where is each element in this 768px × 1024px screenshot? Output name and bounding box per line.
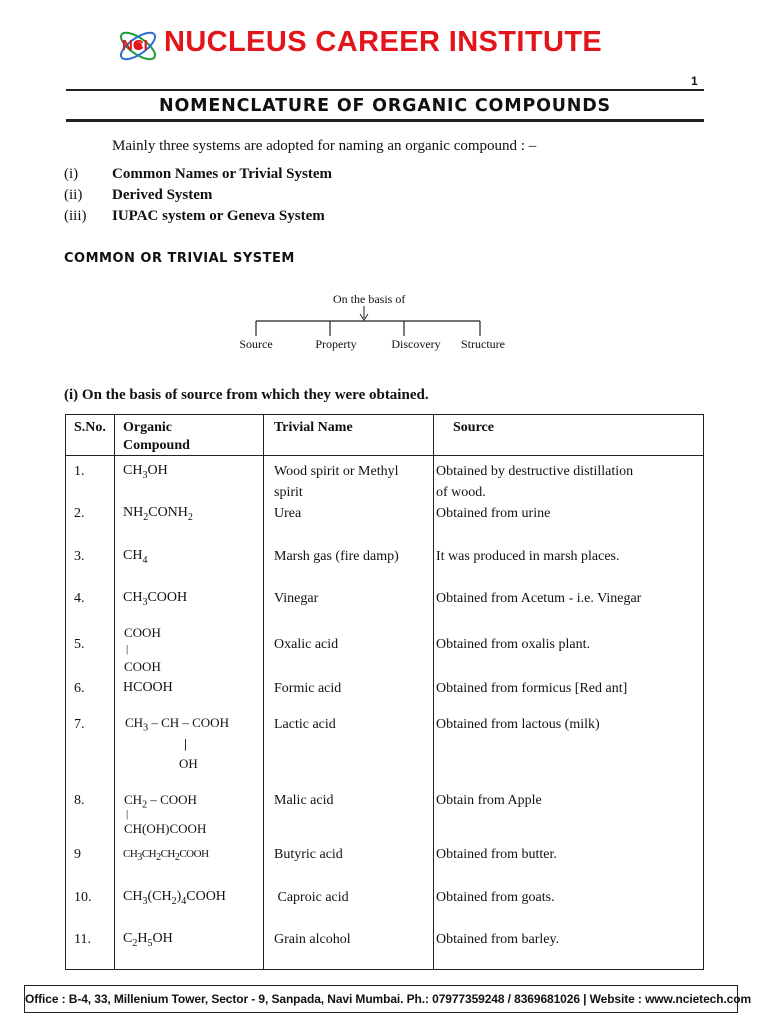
row-compound: HCOOH [123,680,173,695]
tree-leaf: Structure [461,337,505,351]
page-number: 1 [691,74,698,88]
header-compound-line2: Compound [123,438,190,453]
row-source: Obtain from Apple [436,793,542,808]
header-trivial-name: Trivial Name [274,420,353,435]
row-sno: 6. [74,681,85,696]
row-compound-bond: | [184,736,187,751]
header-compound: Organic [123,420,172,435]
table-caption: (i) On the basis of source from which they were obtained. [64,387,429,403]
row-compound: COOH [124,625,161,640]
column-divider [263,415,264,969]
row-trivial-name: Malic acid [274,793,334,808]
row-compound: $NH_2CONH_2$ [123,505,193,523]
row-trivial-name: Lactic acid [274,717,336,732]
row-sno: 9 [74,847,81,862]
row-compound: $CH_3COOH$ [123,590,188,608]
row-source: Obtained by destructive distillation [436,464,634,479]
row-sno: 10. [74,890,92,905]
row-source-cont: of wood. [436,485,486,500]
row-trivial-name: Oxalic acid [274,637,339,652]
column-divider [433,415,434,969]
row-sno: 1. [74,464,85,479]
row-trivial-name: Butyric acid [274,847,343,862]
row-sno: 5. [74,637,85,652]
row-trivial-name: Grain alcohol [274,932,351,947]
row-compound: $C_2H_5OH$ [123,931,173,949]
row-compound: $CH_3(CH_2)_4COOH$ [123,889,226,907]
row-compound: $CH_4$ [123,548,148,566]
footer-contact: Office : B-4, 33, Millenium Tower, Sector - 9, Sanpada, Navi Mumbai. Ph.: 07977359248 / 8369681026 | Website : www.ncietech.com [24,985,738,1013]
section-heading: COMMON OR TRIVIAL SYSTEM [64,251,295,266]
row-trivial-name-cont: spirit [274,485,303,500]
system-number: (iii) [64,208,87,224]
column-divider [114,415,115,969]
system-number: (i) [64,166,79,182]
row-source: Obtained from barley. [436,932,560,947]
logo-text: NCI [122,37,148,54]
row-sno: 2. [74,506,85,521]
tree-leaf: Discovery [391,337,441,351]
row-source: Obtained from formicus [Red ant] [436,681,628,696]
system-number: (ii) [64,187,83,203]
row-compound-bond: | [126,808,129,820]
tree-leaf: Property [315,337,357,351]
intro-text: Mainly three systems are adopted for naming an organic compound : – [112,138,537,154]
row-trivial-name: Vinegar [274,591,319,606]
row-compound-bond: | [126,643,129,655]
row-sno: 4. [74,591,85,606]
row-source: Obtained from goats. [436,890,555,905]
institute-name: NUCLEUS CAREER INSTITUTE [164,26,603,58]
tree-root: On the basis of [333,292,406,306]
system-label: Derived System [112,187,213,203]
tree-leaf: Source [239,337,273,351]
row-compound: $CH_2$ – COOH [124,792,197,811]
row-compound: $CH_3CH_2CH_2COOH$ [123,848,209,864]
system-label: IUPAC system or Geneva System [112,208,325,224]
header-source: Source [453,420,494,435]
row-trivial-name: Wood spirit or Methyl [274,464,399,479]
row-sno: 8. [74,793,85,808]
row-compound-line2: OH [179,756,198,771]
document-title: NOMENCLATURE OF ORGANIC COMPOUNDS [159,96,611,116]
row-source: Obtained from urine [436,506,551,521]
row-compound: $CH_3$ – CH – COOH [125,715,229,734]
row-source: It was produced in marsh places. [436,549,620,564]
header-sno: S.No. [74,420,106,435]
row-compound-line2: CH(OH)COOH [124,821,207,836]
row-compound: $CH_3OH$ [123,463,168,481]
trivial-names-table [65,414,704,970]
row-trivial-name: Formic acid [274,681,342,696]
row-sno: 11. [74,932,91,947]
row-source: Obtained from Acetum - i.e. Vinegar [436,591,642,606]
row-source: Obtained from lactous (milk) [436,717,600,732]
row-source: Obtained from butter. [436,847,557,862]
classification-tree [0,0,768,400]
system-label: Common Names or Trivial System [112,166,332,182]
row-source: Obtained from oxalis plant. [436,637,590,652]
row-trivial-name: Urea [274,506,302,521]
row-trivial-name: Caproic acid [274,890,349,905]
row-sno: 7. [74,717,85,732]
row-sno: 3. [74,549,85,564]
row-compound-line2: COOH [124,659,161,674]
row-trivial-name: Marsh gas (fire damp) [274,549,399,564]
